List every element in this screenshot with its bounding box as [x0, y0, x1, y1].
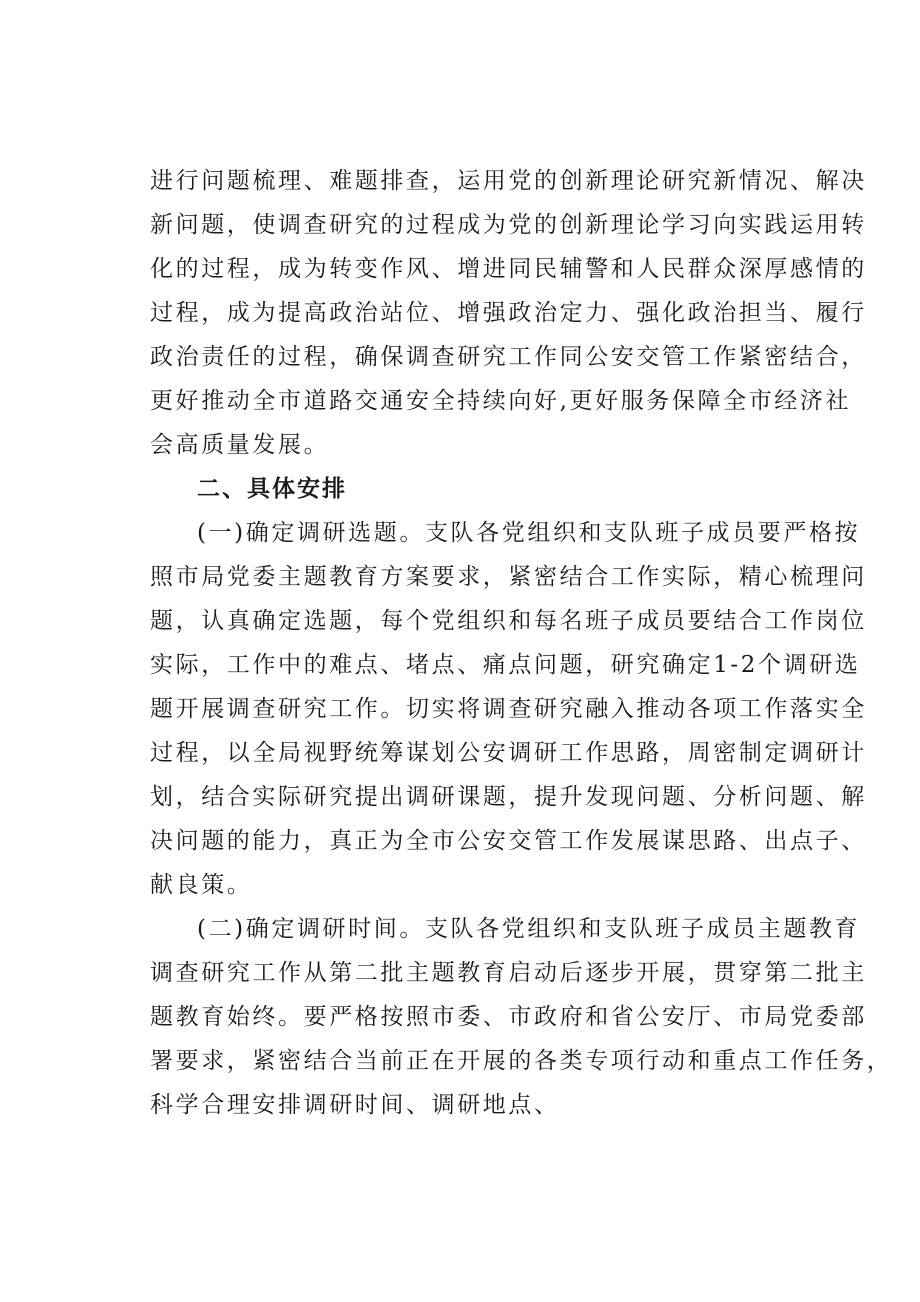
paragraph-3-line-2: 调查研究工作从第二批主题教育启动后逐步开展，贯穿第二批主	[150, 960, 867, 986]
paragraph-2-line-5: 题开展调查研究工作。切实将调查研究融入推动各项工作落实全	[150, 696, 867, 722]
paragraph-1-line-1: 进行问题梳理、难题排查，运用党的创新理论研究新情况、解决	[150, 168, 867, 194]
paragraph-2-line-3: 题，认真确定选题，每个党组织和每名班子成员要结合工作岗位	[150, 608, 867, 634]
paragraph-3-line-1: (二)确定调研时间。支队各党组织和支队班子成员主题教育	[197, 916, 861, 942]
paragraph-2-line-2: 照市局党委主题教育方案要求，紧密结合工作实际，精心梳理问	[150, 564, 867, 590]
paragraph-2-line-7: 划，结合实际研究提出调研课题，提升发现问题、分析问题、解	[150, 784, 867, 810]
paragraph-2-line-9: 献良策。	[150, 872, 253, 898]
paragraph-2-line-1: (一)确定调研选题。支队各党组织和支队班子成员要严格按	[197, 520, 861, 546]
paragraph-1-line-4: 过程，成为提高政治站位、增强政治定力、强化政治担当、履行	[150, 300, 867, 326]
paragraph-2-line-8: 决问题的能力，真正为全市公安交管工作发展谋思路、出点子、	[150, 828, 867, 854]
paragraph-2-line-4: 实际，工作中的难点、堵点、痛点问题，研究确定1-2个调研选	[150, 652, 861, 678]
section-heading: 二、具体安排	[197, 476, 347, 502]
paragraph-1-line-7: 会高质量发展。	[150, 432, 330, 458]
paragraph-1-line-2: 新问题，使调查研究的过程成为党的创新理论学习向实践运用转	[150, 212, 867, 238]
paragraph-3-line-3: 题教育始终。要严格按照市委、市政府和省公安厅、市局党委部	[150, 1004, 867, 1030]
paragraph-3-line-5: 科学合理安排调研时间、调研地点、	[150, 1092, 560, 1118]
paragraph-3-line-4: 署要求，紧密结合当前正在开展的各类专项行动和重点工作任务，	[150, 1048, 893, 1074]
paragraph-1-line-6: 更好推动全市道路交通安全持续向好,更好服务保障全市经济社	[150, 388, 852, 414]
paragraph-1-line-5: 政治责任的过程，确保调查研究工作同公安交管工作紧密结合，	[150, 344, 867, 370]
paragraph-2-line-6: 过程，以全局视野统筹谋划公安调研工作思路，周密制定调研计	[150, 740, 867, 766]
paragraph-1-line-3: 化的过程，成为转变作风、增进同民辅警和人民群众深厚感情的	[150, 256, 867, 282]
